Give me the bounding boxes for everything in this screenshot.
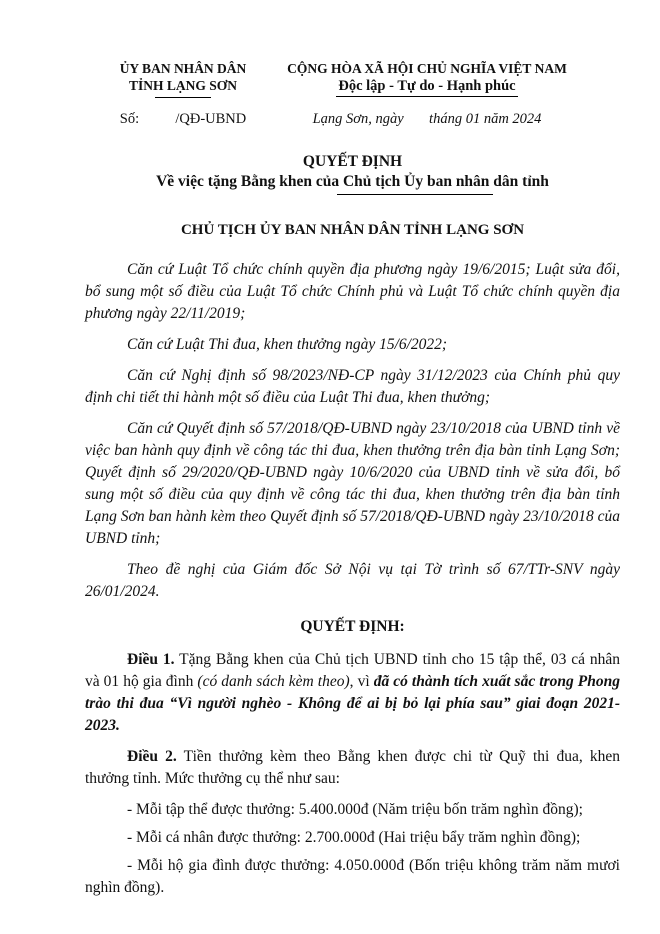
- signing-authority-heading: CHỦ TỊCH ỦY BAN NHÂN DÂN TỈNH LẠNG SƠN: [180, 222, 525, 238]
- article-paragraph: Điều 1. Tặng Bằng khen của Chủ tịch UBND tỉnh cho 15 tập thể, 03 cá nhân và 01 hộ gia đình (có danh sách kèm theo), vì đã có thành tích xuất sắc trong Phong trào thi đua “Vì người nghèo - Không để ai bị bỏ lại phía sau” giai đoạn 2021-2023.: [85, 651, 621, 734]
- document-subtitle: Về việc tặng Bằng khen của Chủ tịch Ủy ban nhân dân tỉnh: [156, 173, 549, 190]
- preamble-paragraph: Căn cứ Luật Tổ chức chính quyền địa phương ngày 19/6/2015; Luật sửa đổi, bổ sung một số điều của Luật Tổ chức Chính phủ và Luật Tổ chức chính quyền địa phương ngày 22/11/2019;: [85, 261, 620, 322]
- decision-heading: QUYẾT ĐỊNH:: [300, 618, 405, 635]
- preamble-paragraph: Căn cứ Quyết định số 57/2018/QĐ-UBND ngày 23/10/2018 của UBND tỉnh về việc ban hành quy định về công tác thi đua, khen thưởng trên địa bàn tỉnh Lạng Sơn; Quyết định số 29/2020/QĐ-UBND ngày 10/6/2020 của UBND tỉnh về sửa đổi, bổ sung một số điều của quy định về công tác thi đua, khen thưởng trên địa bàn tỉnh Lạng Sơn ban hành kèm theo Quyết định số 57/2018/QĐ-UBND ngày 23/10/2018 của UBND tỉnh;: [85, 420, 620, 547]
- national-name-line: CỘNG HÒA XÃ HỘI CHỦ NGHĨA VIỆT NAM: [287, 61, 567, 76]
- national-motto-line: Độc lập - Tự do - Hạnh phúc: [336, 77, 517, 97]
- title-block: [85, 152, 620, 195]
- reward-amount-item: - Mỗi tập thể được thưởng: 5.400.000đ (Năm triệu bốn trăm nghìn đồng);: [127, 801, 583, 818]
- agency-underline-rule: [155, 97, 211, 98]
- preamble-paragraph: Căn cứ Luật Thi đua, khen thưởng ngày 15/6/2022;: [127, 336, 448, 353]
- issuing-agency-block: [85, 60, 281, 98]
- agency-name-line1: ỦY BAN NHÂN DÂN: [119, 61, 247, 76]
- title-underline-rule: [337, 194, 493, 195]
- place-date-line: Lạng Sơn, ngày tháng 01 năm 2024: [312, 111, 542, 127]
- reward-amount-list: [85, 799, 620, 899]
- document-number: Số: /QĐ-UBND: [119, 111, 247, 127]
- article-paragraph: Điều 2. Tiền thưởng kèm theo Bằng khen được chi từ Quỹ thi đua, khen thưởng tỉnh. Mức thưởng cụ thể như sau:: [85, 748, 621, 787]
- preamble-paragraph: Căn cứ Nghị định số 98/2023/NĐ-CP ngày 31/12/2023 của Chính phủ quy định chi tiết thi hành một số điều của Luật Thi đua, khen thưởng;: [85, 367, 620, 406]
- document-title: QUYẾT ĐỊNH: [302, 153, 403, 170]
- document-meta-row: [85, 111, 620, 128]
- agency-name-line2: TỈNH LẠNG SƠN: [128, 78, 238, 93]
- document-body: [85, 259, 620, 899]
- national-motto-block: [281, 60, 573, 98]
- document-header: [85, 60, 620, 98]
- reward-amount-item: - Mỗi hộ gia đình được thưởng: 4.050.000đ (Bốn triệu không trăm năm mươi nghìn đồng).: [85, 857, 620, 896]
- preamble-section: [85, 259, 620, 603]
- articles-section: [85, 649, 620, 790]
- reward-amount-item: - Mỗi cá nhân được thưởng: 2.700.000đ (Hai triệu bẩy trăm nghìn đồng);: [127, 829, 581, 846]
- preamble-paragraph: Theo đề nghị của Giám đốc Sở Nội vụ tại Tờ trình số 67/TTr-SNV ngày 26/01/2024.: [85, 561, 620, 600]
